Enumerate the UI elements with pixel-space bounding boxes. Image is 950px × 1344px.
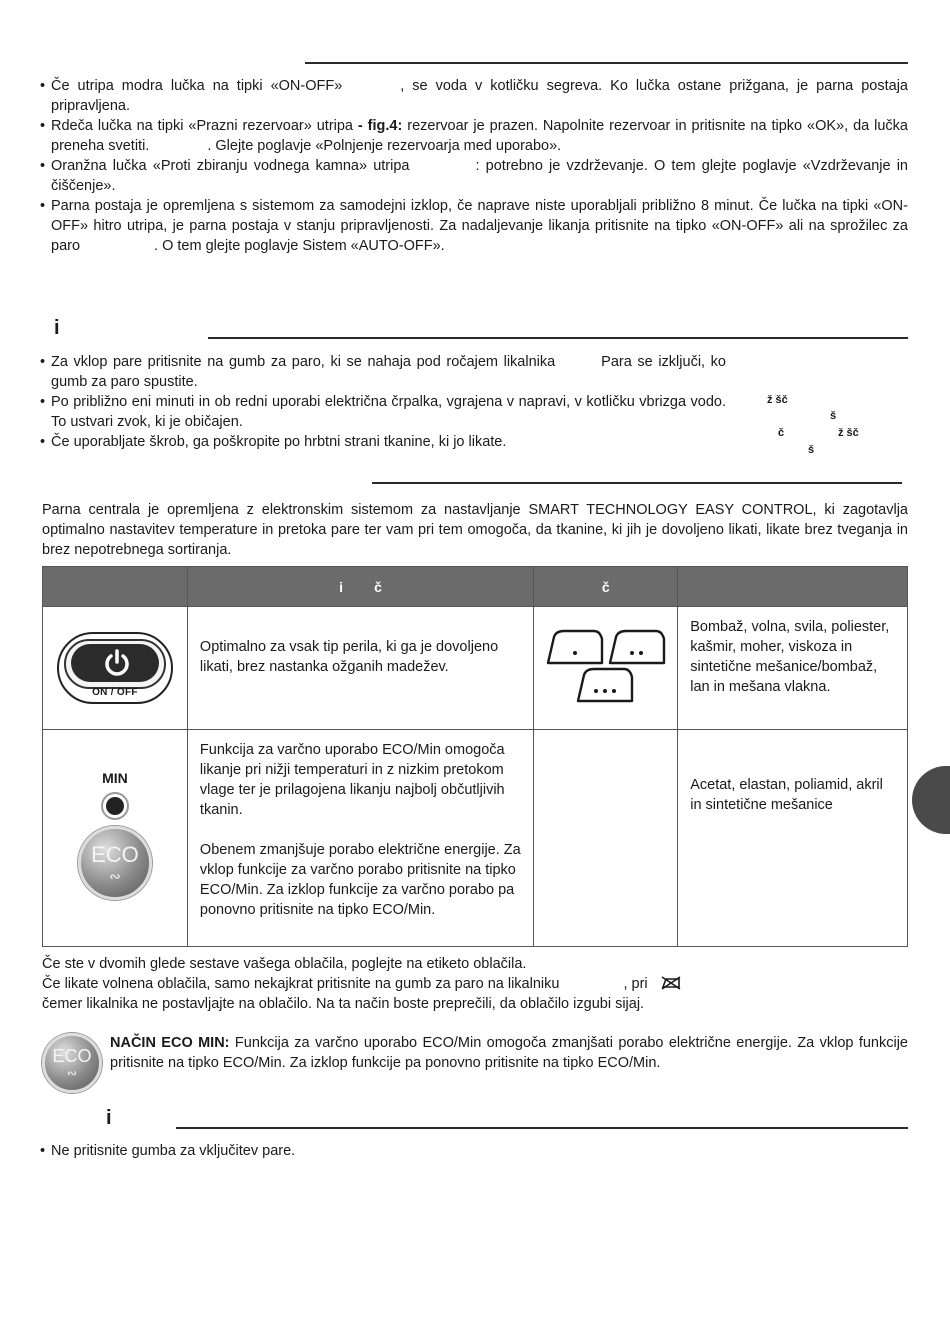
note-bullets [40, 1141, 908, 1161]
steam-bullets [40, 352, 726, 452]
iron-one-dot-icon [548, 631, 602, 663]
iron-temperature-icons [534, 607, 677, 723]
eco-mode-paragraph [110, 1033, 908, 1073]
fabrics-cell [678, 730, 908, 947]
steam-drops-icon: ∾ [109, 868, 121, 884]
line: Če likate volnena oblačila, samo nekajkrat pritisnite na gumb za paro na likalniku , pri [42, 974, 908, 994]
eco-mode-icon [42, 1033, 102, 1093]
desc-cell [187, 607, 533, 730]
side-mark: č [778, 427, 785, 439]
iron-three-dots-icon [578, 669, 632, 701]
fabrics-cell [678, 607, 908, 730]
iron-settings-cell [534, 730, 678, 947]
section-rule [372, 482, 902, 484]
list-item: • Rdeča lučka na tipki «Prazni rezervoar» utripa - fig.4: rezervoar je prazen. Napolnite rezervoar in pritisnite na tipko «OK», da lučka preneha svetiti. . Glejte poglavje «Polnjenje rezervoarja med uporabo». [40, 116, 908, 156]
eco-label: ECO [91, 842, 139, 867]
list-item: • Oranžna lučka «Proti zbiranju vodnega kamna» utripa : potrebno je vzdrževanje. O tem glejte poglavje «Vzdrževanje in čiščenje». [40, 156, 908, 196]
section-heading-letter: i [106, 1107, 112, 1129]
power-icon [102, 648, 132, 678]
list-item: • Za vklop pare pritisnite na gumb za paro, ki se nahaja pod ročajem likalnika Para se izključi, ko gumb za paro spustite. [40, 352, 726, 392]
table-header [43, 567, 188, 607]
settings-table [42, 566, 908, 947]
table-header: č [534, 567, 678, 607]
section-rule [208, 337, 908, 339]
eco-min-cell [43, 730, 188, 947]
desc-cell [187, 730, 533, 947]
min-indicator-light [101, 792, 129, 820]
fabrics-text: Acetat, elastan, poliamid, akril in sintetične mešanice [690, 777, 883, 813]
list-item: • Po približno eni minuti in ob redni uporabi električna črpalka, vgrajena v napravi, v kotličku vbrizga vodo. To ustvari zvok, ki je običajen. [40, 392, 726, 432]
table-header [678, 567, 908, 607]
chapter-tab [912, 766, 950, 834]
iron-two-dots-icon [610, 631, 664, 663]
list-item: • Parna postaja je opremljena s sistemom za samodejni izklop, če naprave niste uporabljali približno 8 minut. Če lučka na tipki «ON-OFF» hitro utripa, je parna postaja v stanju pripravljenosti. Za nadaljevanje likanja pritisnite na tipko «ON-OFF» ali na sprožilec za paro . O tem glejte poglavje Sistem «AUTO-OFF». [40, 196, 908, 256]
fabrics-text: Bombaž, volna, svila, poliester, kašmir, moher, viskoza in sintetične mešanice/bombaž, lan in mešana vlakna. [690, 619, 890, 695]
description-text: Funkcija za varčno uporabo ECO/Min omogoča likanje pri nižji temperaturi in z nizkim pretokom vlage ter je prilagojena likanju najbolj občutljivih tkanin. [199, 742, 505, 818]
min-label: MIN [102, 770, 128, 786]
side-mark: ž šč [767, 394, 788, 406]
on-off-button [57, 632, 173, 704]
list-item: • Če uporabljate škrob, ga poškropite po hrbtni strani tkanine, ki jo likate. [40, 432, 726, 452]
eco-label: ECO [52, 1046, 92, 1066]
steam-drops-icon: ∾ [66, 1066, 78, 1080]
status-bullets [40, 76, 908, 256]
section-heading-letter: i [54, 317, 60, 339]
section-rule [176, 1127, 908, 1129]
table-header-row [43, 567, 908, 607]
line: Če ste v dvomih glede sestave vašega oblačila, poglejte na etiketo oblačila. [42, 956, 527, 972]
header-rule [305, 62, 908, 64]
table-row [43, 607, 908, 730]
side-mark: š [830, 410, 837, 422]
on-off-label: ON / OFF [92, 687, 138, 698]
eco-button [78, 826, 152, 900]
table-header: i č [187, 567, 533, 607]
table-row [43, 730, 908, 947]
eco-mode-title: NAČIN ECO MIN: [110, 1035, 230, 1051]
intro-paragraph: Parna centrala je opremljena z elektronskim sistemom za nastavljanje SMART TECHNOLOGY EASY CONTROL, ki zagotavlja optimalno nastavitev temperature in pretoka pare ter vam pri tem omogoča, da tkanine, ki jih je dovoljeno likati, likate brez tveganja in brez nepotrebnega sortiranja. [42, 502, 908, 558]
list-item: • Ne pritisnite gumba za vključitev pare. [40, 1141, 908, 1161]
no-iron-on-fabric-icon [660, 976, 682, 990]
line: čemer likalnika ne postavljajte na oblačilo. Na ta način boste preprečili, da oblačilo izgubi sijaj. [42, 996, 645, 1012]
side-mark: ž šč [838, 427, 859, 439]
list-item: • Če utripa modra lučka na tipki «ON-OFF» , se voda v kotličku segreva. Ko lučka ostane prižgana, je parna postaja pripravljena. [40, 76, 908, 116]
side-mark: š [808, 444, 815, 456]
after-table-text [42, 954, 908, 1014]
description-text: Optimalno za vsak tip perila, ki ga je dovoljeno likati, brez nastanka ožganih madežev. [199, 639, 499, 675]
description-text: Obenem zmanjšuje porabo električne energije. Za vklop funkcije za varčno porabo pritisnite na tipko ECO/Min. Za izklop funkcije za varčno porabo pa ponovno pritisnite na tipko ECO/Min. [199, 842, 521, 918]
eco-mode-text: Funkcija za varčno uporabo ECO/Min omogoča zmanjšati porabo električne energije. Za vklop funkcije pritisnite na tipko ECO/Min. Za izklop funkcije pa ponovno pritisnite na tipko ECO/Min. [110, 1035, 908, 1071]
iron-settings-cell [534, 607, 678, 730]
on-off-cell [43, 607, 188, 730]
